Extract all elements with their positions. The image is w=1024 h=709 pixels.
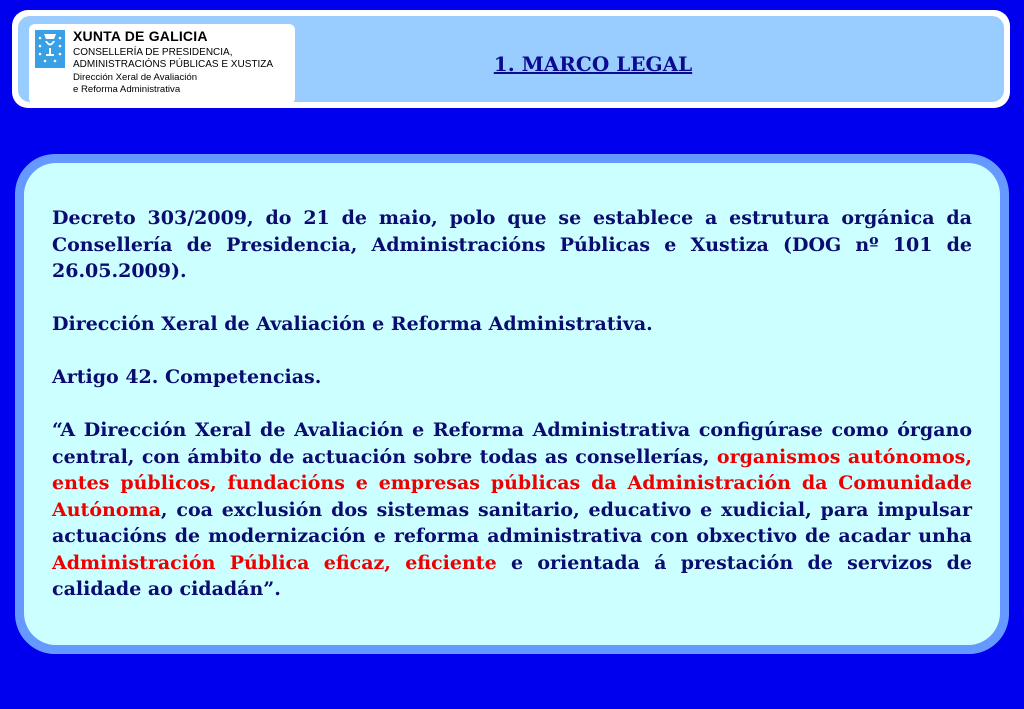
galicia-emblem-icon <box>35 30 65 68</box>
quote-paragraph <box>52 417 972 603</box>
logo-line-2: ADMINISTRACIÓNS PÚBLICAS E XUSTIZA <box>73 59 274 70</box>
quote-text-2: , coa exclusión dos sistemas sanitario, educativo e xudicial, para impulsar actuacións de modernización e reforma administrativa con obxectivo de acadar unha <box>52 498 972 547</box>
xunta-logo <box>29 24 295 104</box>
quote-highlight-1: organismos autónomos, entes públicos, fundacións e empresas públicas da Administración da Comunidade Autónoma <box>52 445 972 521</box>
quote-highlight-2: Administración Pública eficaz, eficiente <box>52 551 497 574</box>
quote-text-1: “A Dirección Xeral de Avaliación e Reforma Administrativa configúrase como órgano central, con ámbito de actuación sobre todas as consellerías, <box>52 419 972 468</box>
logo-line-1: CONSELLERÍA DE PRESIDENCIA, <box>73 47 233 58</box>
content-panel <box>24 163 1000 645</box>
artigo-paragraph: Artigo 42. Competencias. <box>52 366 322 388</box>
content-frame <box>15 154 1009 654</box>
logo-title: XUNTA DE GALICIA <box>73 28 208 44</box>
quote-text-3: e orientada á prestación de servizos de calidade ao cidadán”. <box>52 551 972 600</box>
decreto-paragraph: Decreto 303/2009, do 21 de maio, polo que se establece a estrutura orgánica da Consellería de Presidencia, Administracións Públicas e Xustiza (DOG nº 101 de 26.05.2009). <box>52 207 972 282</box>
header-bar <box>18 16 1004 102</box>
direccion-paragraph: Dirección Xeral de Avaliación e Reforma Administrativa. <box>52 313 653 335</box>
legal-text <box>52 205 972 603</box>
header-frame <box>12 10 1010 108</box>
slide-title: 1. MARCO LEGAL <box>493 52 693 76</box>
logo-text <box>73 28 273 96</box>
logo-line-3: Dirección Xeral de Avaliación <box>73 72 198 83</box>
logo-line-4: e Reforma Administrativa <box>73 84 181 95</box>
